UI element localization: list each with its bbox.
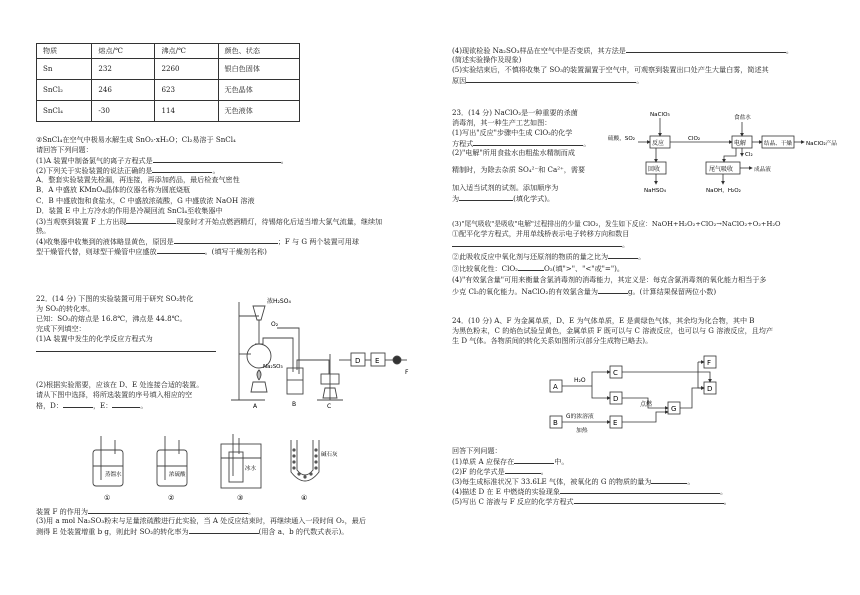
q24-line: (1)单质 A 应保存在 中。 xyxy=(452,457,569,467)
table-header-cell: 颜色、状态 xyxy=(218,44,300,59)
answer-blank[interactable] xyxy=(651,476,687,484)
properties-table xyxy=(36,43,300,122)
answer-blank[interactable] xyxy=(466,75,636,83)
q23-line: 方程式 。 xyxy=(452,139,591,149)
answer-blank[interactable] xyxy=(112,400,140,408)
q23-line: 精制时，为除去杂质 SO₄²⁻和 Ca²⁺，需要 xyxy=(452,165,586,175)
q24-line: 回答下列问题： xyxy=(452,446,502,455)
q21-part2: (2)下列关于实验装置的说法正确的是 。 xyxy=(36,166,220,176)
q21-option-a: A．整套实验装置先检漏，再连接，再添加药品，最后检查气密性 xyxy=(36,175,240,185)
q23-line: ①配平化学方程式，并用单线桥表示电子转移方向和数目 xyxy=(452,229,630,239)
q23-line: 少克 Cl₂的氧化能力。NaClO₂的有效氯含量为 g。(计算结果保留两位小数) xyxy=(452,286,717,296)
bottle-number: ④ xyxy=(301,494,308,502)
q24-questions xyxy=(452,446,830,507)
q23-line: (3)"尾气吸收"是吸收"电解"过程排出的少量 ClO₂，发生如下反应：NaOH+H₂O₂+ClO₂→NaClO₂+O₂+H₂O xyxy=(452,220,781,228)
q24-intro xyxy=(452,316,830,346)
q22-cont xyxy=(452,45,830,85)
label-heat: 加热 xyxy=(576,428,588,434)
q23-line: 加入适当试剂的试剂。添加顺序为 xyxy=(452,182,559,192)
q21-part3: (3)当观察到装置 F 上方出现 现象时才开始点燃酒精灯，待锡熔化后适当增大氯气流量，继续加 xyxy=(36,216,383,226)
q22-part5: (5)实验结束后，不慎将收集了 SO₃的装置漏置于空气中，可观察到装置出口处产生大量白雾，简述其 xyxy=(452,65,769,75)
bottle-number: ① xyxy=(104,494,111,502)
q22-part4: (4)现欲检验 Na₂SO₃样品在空气中是否变质，其方法是 。 xyxy=(452,46,793,55)
q22-part2-line: (2)根据实验需要，应该在 D、E 处连接合适的装置。 xyxy=(36,380,204,389)
table-row xyxy=(37,59,300,80)
label-o2: O₂ xyxy=(271,321,279,328)
q22-intro-line: 22．(14 分) 下图的实验装置可用于研究 SO₂转化 xyxy=(36,294,194,303)
bottle-number: ② xyxy=(168,494,175,502)
flow-recover: 回收 xyxy=(648,166,661,173)
table-cell: 114 xyxy=(155,101,218,122)
answer-blank[interactable] xyxy=(505,466,541,474)
q23-line: 消毒剂，其一种生产工艺如图： xyxy=(452,118,552,128)
flow-naoh: NaOH，H₂O₂ xyxy=(706,188,741,194)
q24-line: 为黑色粉末，C 的焰色试验呈黄色，金属单质 F 既可以与 C 溶液反应，也可以与 G 溶液反应，且均产 xyxy=(452,326,773,336)
q23-rest: (3)"尾气吸收"是吸收"电解"过程排出的少量 ClO₂，发生如下反应：NaOH+H₂O₂+ClO₂→NaClO₂+O₂+H₂O ①配平化学方程式，并用单线桥表示电子转移方向和数目 。 ②此吸收反应中氧化剂与还原剂的物质的量之比为 。 ③比较氧化性：ClO₂ O₂(填">"、"<"或"=")。 (4)"有效氯含量"可用来衡量含氯消毒剂的消毒能力，其定义是：每克含氯消毒剂的氧化能力相当于多 少克 Cl₂的氧化能力。NaClO₂的有效氯含量为 g。(计算结果保留两位小数) xyxy=(452,219,830,296)
label-conc: G的浓溶液 xyxy=(566,414,594,420)
table-cell: 银白色固体 xyxy=(218,59,300,80)
table-cell: 无色液体 xyxy=(218,101,300,122)
table-header-row xyxy=(37,44,300,59)
q24-line: (2)F 的化学式是 。 xyxy=(452,467,548,477)
q22-rest xyxy=(36,506,428,536)
flow-product: NaClO₂产品 xyxy=(806,141,837,147)
label-h2so4: 浓H₂SO₄ xyxy=(267,298,291,305)
q22-part5-cont: 原因 。 xyxy=(452,76,644,86)
answer-blank[interactable] xyxy=(574,496,724,504)
flow-tail: 尾气吸收 xyxy=(709,166,734,173)
q21-option-d: D．装置 E 中上方冷水的作用是冷凝回流 SnCl₄至收集器中 xyxy=(36,205,223,215)
table-cell: 2260 xyxy=(155,59,218,80)
q23-line: (1)写出"反应"步骤中生成 ClO₂的化学 xyxy=(452,128,573,138)
q24-line: (4)描述 D 在 E 中燃烧的实验现象 。 xyxy=(452,487,728,497)
answer-blank[interactable] xyxy=(560,486,720,494)
bottle-options-figure xyxy=(85,430,345,504)
flow-finished: 成品液 xyxy=(754,167,771,173)
bottle-label: 浓硫酸 xyxy=(169,472,186,478)
q21-option-b: B．A 中盛放 KMnO₄晶体的仪器名称为圆底烧瓶 xyxy=(36,185,191,195)
flow-cl2: Cl₂ xyxy=(745,152,753,158)
table-cell: SnCl₂ xyxy=(37,80,92,101)
answer-blank[interactable] xyxy=(126,216,176,224)
node-f: F xyxy=(707,359,712,367)
answer-blank[interactable] xyxy=(514,456,554,464)
label-f: F xyxy=(405,369,409,376)
bottle-label: 蒸馏水 xyxy=(105,472,122,478)
answer-blank[interactable] xyxy=(452,239,622,247)
table-cell: 246 xyxy=(92,80,155,101)
q21-part4-cont: 型干燥管代替，则球型干燥管中应盛放 。(填写干燥剂名称) xyxy=(36,247,267,257)
flow-electro: 电解 xyxy=(734,140,747,147)
node-g: G xyxy=(671,405,677,413)
table-cell: Sn xyxy=(37,59,92,80)
node-a: A xyxy=(553,383,558,391)
q21-part1: (1)A 装置中制备氯气的离子方程式是 。 xyxy=(36,156,288,166)
q21-option-c: C．B 中盛放饱和食盐水，C 中盛放浓硫酸，G 中盛放浓 NaOH 溶液 xyxy=(36,195,255,205)
sulfur-apparatus-figure xyxy=(225,294,425,410)
answer-blank[interactable] xyxy=(189,526,259,534)
answer-blank[interactable] xyxy=(174,236,278,244)
flow-clo2: ClO₂ xyxy=(688,136,701,142)
table-cell: SnCl₄ xyxy=(37,101,92,122)
q22-part2 xyxy=(36,380,246,410)
answer-blank[interactable] xyxy=(598,286,628,294)
answer-blank[interactable] xyxy=(608,251,638,259)
answer-blank[interactable] xyxy=(459,193,513,201)
q22-part-f: 装置 F 的作用为 。 xyxy=(36,507,256,516)
node-e: E xyxy=(613,419,618,427)
q23-line: ③比较氧化性：ClO₂ O₂(填">"、"<"或"=")。 xyxy=(452,264,624,274)
table-header-cell: 物质 xyxy=(37,44,92,59)
node-c: C xyxy=(613,369,618,377)
flow-brine: 食盐水 xyxy=(734,115,751,121)
q22-part2-line: 请从下图中选择，将所选装置的序号填入相应的空 xyxy=(36,390,193,400)
q23-line: (4)"有效氯含量"可用来衡量含氯消毒剂的消毒能力，其定义是：每克含氯消毒剂的氧化能力相当于多 xyxy=(452,275,767,285)
label-na2so3: Na₂SO₃ xyxy=(263,364,283,370)
table-cell: 232 xyxy=(92,59,155,80)
answer-blank[interactable] xyxy=(518,263,544,271)
q23-block xyxy=(452,108,632,203)
label-c: C xyxy=(327,403,332,410)
q23-line: 为 (填化学式)。 xyxy=(452,193,555,203)
label-ignite: 点燃 xyxy=(640,401,653,408)
q21-part4: (4)收集器中收集到的液体略显黄色，原因是 ；F 与 G 两个装置可用球 xyxy=(36,236,359,246)
label-d: D xyxy=(355,357,361,365)
answer-blank[interactable] xyxy=(36,344,216,352)
label-a: A xyxy=(253,403,258,410)
flow-react: 反应 xyxy=(652,140,665,147)
flow-cryst: 结晶、干燥 xyxy=(764,141,792,147)
bottle-label: 碱石灰 xyxy=(321,452,338,458)
q22-known: 已知：SO₃的熔点是 16.8℃，沸点是 44.8℃。 xyxy=(36,314,187,324)
answer-blank[interactable] xyxy=(63,400,93,408)
q23-line: ②此吸收反应中氧化剂与还原剂的物质的量之比为 。 xyxy=(452,252,646,262)
answer-blank[interactable] xyxy=(626,45,786,53)
q22-part4-note: (简述实验操作及现象) xyxy=(452,55,522,65)
table-row xyxy=(37,80,300,101)
flow-naclo3: NaClO₃ xyxy=(650,112,670,118)
q22-intro xyxy=(36,294,236,355)
q23-line: (2)"电解"所用食盐水由粗盐水精制而成 xyxy=(452,148,575,158)
q21-part3-cont: 热。 xyxy=(36,225,51,235)
q22-complete: 完成下列填空： xyxy=(36,324,86,334)
bottle-label: 冰水 xyxy=(245,466,257,472)
q21-block xyxy=(36,135,428,256)
q22-part3-cont: 测得 E 处装置增重 b g，则此时 SO₂的转化率为 (用含 a、b 的代数式表示)。 xyxy=(36,527,349,537)
table-header-cell: 熔点/℃ xyxy=(92,44,155,59)
q22-part1: (1)A 装置中发生的化学反应方程式为 xyxy=(36,334,153,344)
q24-line: (5)写出 C 溶液与 F 反应的化学方程式 。 xyxy=(452,497,731,507)
bottle-number: ③ xyxy=(237,494,244,502)
q23-line: 23．(14 分) NaClO₂是一种重要的杀菌 xyxy=(452,108,578,117)
table-header-cell: 沸点/℃ xyxy=(155,44,218,59)
q24-line: (3)每生成标准状况下 33.6LE 气体，被氧化的 G 的物质的量为 。 xyxy=(452,477,695,487)
flow-nahso4: NaHSO₄ xyxy=(644,188,667,194)
q21-note: ②SnCl₄在空气中极易水解生成 SnO₂·xH₂O；Cl₂易溶于 SnCl₄ xyxy=(36,135,236,144)
table-cell: 无色晶体 xyxy=(218,80,300,101)
table-cell: 623 xyxy=(155,80,218,101)
label-h2o: H₂O xyxy=(574,377,586,384)
answer-blank[interactable] xyxy=(153,155,281,163)
answer-blank[interactable] xyxy=(473,138,583,146)
table-cell: -30 xyxy=(92,101,155,122)
q22-intro-line: 为 SO₃的转化率。 xyxy=(36,304,95,314)
q21-prompt: 请回答下列问题： xyxy=(36,145,93,155)
conversion-graph-figure xyxy=(548,348,738,438)
q24-line: 生 D 气体。各物质间的转化关系如图所示(部分生成物已略去)。 xyxy=(452,336,653,346)
q22-part2-line: 格，D： ，E： 。 xyxy=(36,401,148,411)
answer-blank[interactable] xyxy=(157,246,205,254)
node-d: D xyxy=(613,395,619,403)
label-b: B xyxy=(292,401,297,408)
node-d2: D xyxy=(707,385,713,393)
flow-h2so4: 硫酸，SO₂ xyxy=(608,136,635,142)
label-e: E xyxy=(375,357,380,365)
q24-line: 24．(10 分) A、F 为金属单质，D、E 为气体单质，E 是黄绿色气体，其余均为化合物，其中 B xyxy=(452,316,755,325)
process-flow-figure xyxy=(608,108,854,203)
q22-part3: (3)用 a mol Na₂SO₃粉末与足量浓硫酸进行此实验，当 A 处反应结束时，再继续通入一段时间 O₂，最后 xyxy=(36,516,366,526)
node-b: B xyxy=(553,419,558,427)
answer-blank[interactable] xyxy=(152,165,212,173)
table-row xyxy=(37,101,300,122)
answer-blank[interactable] xyxy=(88,506,248,514)
